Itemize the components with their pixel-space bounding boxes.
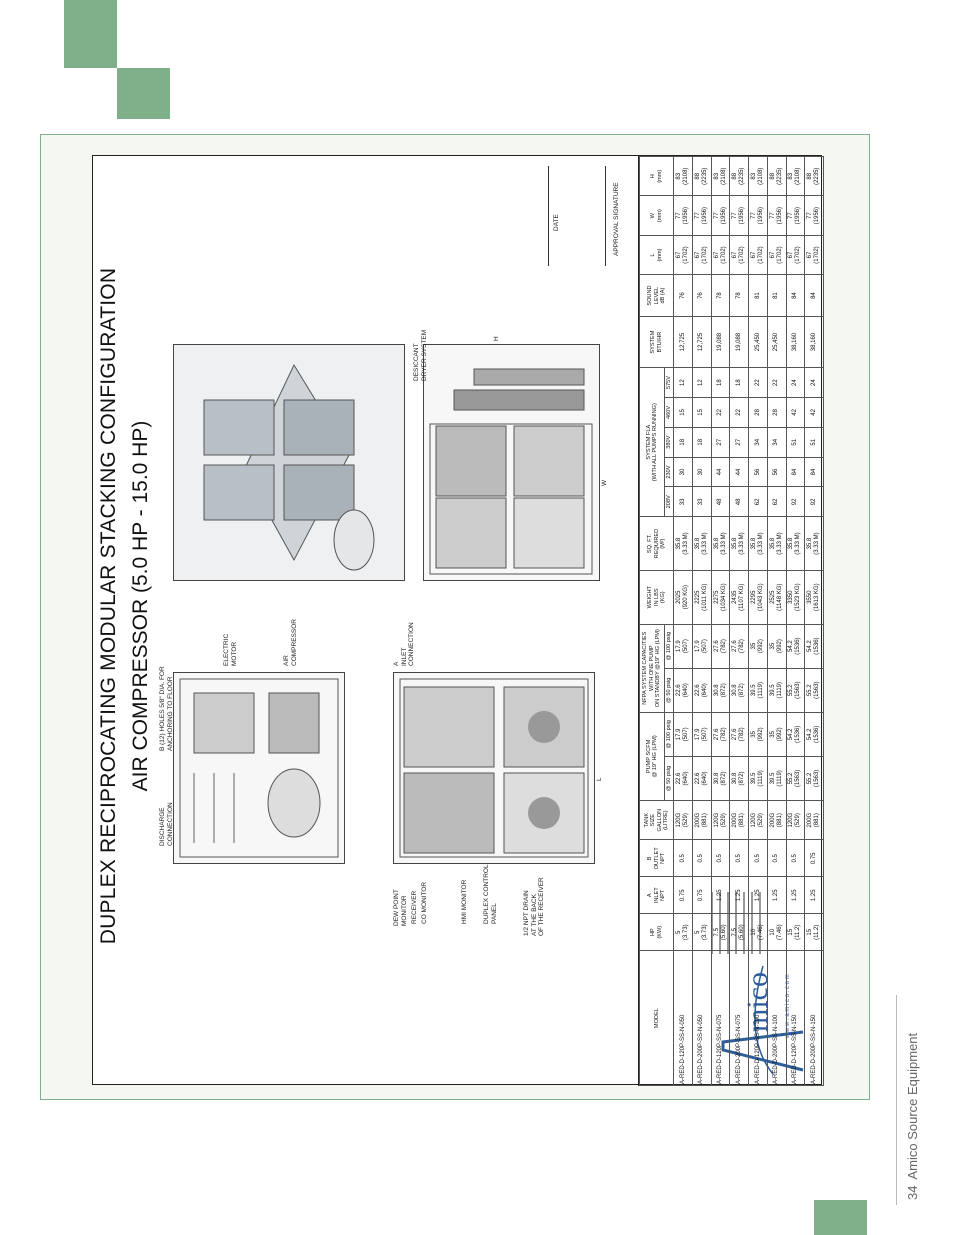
cell-l: 67 (1702)	[711, 235, 730, 274]
cell-btu: 19,088	[730, 316, 749, 367]
callout-receiver: RECEIVER	[411, 890, 418, 924]
cell-hp: 15 (11.2)	[786, 914, 805, 951]
cell-btu: 38,160	[786, 316, 805, 367]
cell-p100: 27.6 (782)	[730, 712, 749, 756]
cell-model: A-RED-D-200P-SS-N-075	[730, 951, 749, 1086]
callout-discharge: DISCHARGE CONNECTION	[159, 802, 174, 846]
cell-v460: 22	[730, 398, 749, 428]
accent-square-bottom-right	[814, 1200, 867, 1235]
cell-v575: 24	[786, 368, 805, 398]
cell-tank: 120G (529)	[786, 801, 805, 840]
cell-sqft: 35.8 (3.33 M)	[749, 517, 768, 571]
th-nfpa: NFPA SYSTEM CAPACITIES WITH ONE PUMP ON STANDBY @19" HG (LPM)	[640, 624, 665, 712]
table-row	[749, 157, 768, 1086]
cell-h: 88 (2235)	[693, 157, 712, 197]
cell-p50: 22.6 (640)	[693, 756, 712, 800]
th-pump-50: @ 50 psig	[665, 756, 674, 800]
cell-v575: 12	[693, 368, 712, 398]
cell-p100: 17.9 (507)	[693, 712, 712, 756]
cell-sound: 81	[767, 275, 786, 317]
cell-v230: 56	[749, 457, 768, 487]
cell-outlet: 0.5	[767, 840, 786, 877]
front-view-drawing	[393, 672, 595, 864]
cell-v208: 92	[805, 487, 824, 517]
logo-url: w w w . a m i c o . c o m	[785, 974, 791, 1038]
cell-model: A-RED-D-200P-SS-N-050	[693, 951, 712, 1086]
cell-v460: 28	[749, 398, 768, 428]
cell-v575: 22	[749, 368, 768, 398]
isometric-render	[173, 344, 405, 581]
cell-hp: 5 (3.73)	[674, 914, 693, 951]
cell-p100: 35 (992)	[749, 712, 768, 756]
cell-n50: 39.5 (1119)	[767, 668, 786, 712]
cell-sqft: 35.8 (3.33 M)	[786, 517, 805, 571]
cell-l: 67 (1702)	[786, 235, 805, 274]
cell-inlet: 1.25	[786, 877, 805, 914]
callout-holes: B (12) HOLES 5/8" DIA. FOR ANCHORING TO FLOOR	[159, 666, 174, 751]
th-230v: 230V	[665, 457, 674, 487]
cell-p50: 55.2 (1563)	[805, 756, 824, 800]
cell-v208: 33	[674, 487, 693, 517]
cell-sound: 78	[711, 275, 730, 317]
cell-l: 67 (1702)	[805, 235, 824, 274]
cell-h: 83 (2108)	[711, 157, 730, 197]
cell-inlet: 1.25	[767, 877, 786, 914]
cell-h: 83 (2108)	[674, 157, 693, 197]
cell-v230: 84	[805, 457, 824, 487]
cell-w: 77 (1956)	[674, 196, 693, 235]
callout-dew-point: DEW POINT MONITOR	[393, 889, 408, 926]
cell-v575: 22	[767, 368, 786, 398]
cell-p100: 17.9 (507)	[674, 712, 693, 756]
cell-model: A-RED-D-120P-SS-N-150	[786, 951, 805, 1086]
cell-sound: 76	[674, 275, 693, 317]
table-row	[674, 157, 693, 1086]
cell-weight: 3550 (1613 KG)	[805, 570, 824, 624]
cell-btu: 12,725	[693, 316, 712, 367]
cell-outlet: 0.5	[674, 840, 693, 877]
cell-v230: 30	[693, 457, 712, 487]
cell-v208: 33	[693, 487, 712, 517]
cell-weight: 2225 (1011 KG)	[693, 570, 712, 624]
table-row	[767, 157, 786, 1086]
spec-table	[639, 156, 824, 1086]
cell-sound: 84	[805, 275, 824, 317]
cell-model: A-RED-D-120P-SS-N-050	[674, 951, 693, 1086]
cell-n100: 35 (992)	[767, 624, 786, 668]
cell-sqft: 35.8 (3.33 M)	[767, 517, 786, 571]
cell-n50: 55.2 (1563)	[786, 668, 805, 712]
cell-v380: 51	[786, 427, 805, 457]
th-nfpa-100: @ 100 psig	[665, 624, 674, 668]
cell-h: 88 (2235)	[730, 157, 749, 197]
cell-w: 77 (1956)	[693, 196, 712, 235]
cell-sound: 84	[786, 275, 805, 317]
cell-outlet: 0.5	[693, 840, 712, 877]
cell-outlet: 0.5	[786, 840, 805, 877]
table-row	[786, 157, 805, 1086]
cell-v460: 42	[805, 398, 824, 428]
cell-v208: 92	[786, 487, 805, 517]
th-weight: WEIGHT IN LBS (KG)	[640, 570, 674, 624]
cell-weight: 3350 (1523 KG)	[786, 570, 805, 624]
cell-l: 67 (1702)	[693, 235, 712, 274]
th-575v: 575V	[665, 368, 674, 398]
cell-hp: 7.5 (5.60)	[730, 914, 749, 951]
cell-n50: 22.6 (640)	[693, 668, 712, 712]
cell-v575: 18	[711, 368, 730, 398]
callout-desiccant: DESICCANT DRYER SYSTEM	[413, 329, 428, 381]
cell-v460: 15	[674, 398, 693, 428]
th-l: L (mm)	[640, 235, 674, 274]
rotated-sheet-content	[93, 156, 823, 1086]
th-hp: HP (KW)	[640, 914, 674, 951]
callout-hmi-monitor: HMI MONITOR	[461, 879, 468, 924]
cell-w: 77 (1956)	[749, 196, 768, 235]
th-208v: 208V	[665, 487, 674, 517]
cell-inlet: 1.25	[749, 877, 768, 914]
th-nfpa-50: @ 50 psig	[665, 668, 674, 712]
cell-model: A-RED-D-200P-SS-N-100	[767, 951, 786, 1086]
page-title-line1: DUPLEX RECIPROCATING MODULAR STACKING CONFIGURATION	[97, 267, 120, 945]
cell-h: 83 (2108)	[786, 157, 805, 197]
callout-inlet: A INLET CONNECTION	[393, 622, 415, 666]
cell-model: A-RED-D-200P-SS-N-150	[805, 951, 824, 1086]
cell-h: 88 (2235)	[767, 157, 786, 197]
cell-l: 67 (1702)	[749, 235, 768, 274]
cell-w: 77 (1956)	[786, 196, 805, 235]
cell-btu: 12,725	[674, 316, 693, 367]
footer-section: Amico Source Equipment	[905, 1032, 920, 1180]
cell-n100: 27.6 (782)	[711, 624, 730, 668]
cell-v208: 48	[730, 487, 749, 517]
page-number: 34	[905, 1185, 920, 1200]
footer-divider	[896, 995, 897, 1205]
callout-electric-motor: ELECTRIC MOTOR	[223, 633, 238, 666]
th-w: W (mm)	[640, 196, 674, 235]
footer-text	[905, 1033, 920, 1200]
th-pump-100: @ 100 psig	[665, 712, 674, 756]
cell-n50: 55.2 (1563)	[805, 668, 824, 712]
cell-inlet: 1.25	[730, 877, 749, 914]
table-header-row	[640, 157, 665, 1086]
cell-outlet: 0.5	[711, 840, 730, 877]
cell-n50: 22.6 (640)	[674, 668, 693, 712]
cell-outlet: 0.5	[749, 840, 768, 877]
cell-inlet: 1.25	[805, 877, 824, 914]
cell-weight: 2025 (920 KG)	[674, 570, 693, 624]
table-row	[805, 157, 824, 1086]
cell-v575: 24	[805, 368, 824, 398]
cell-l: 67 (1702)	[674, 235, 693, 274]
accent-square-second	[117, 68, 170, 119]
cell-v575: 12	[674, 368, 693, 398]
logo-brand: mico	[741, 972, 774, 1032]
cell-p100: 54.2 (1536)	[786, 712, 805, 756]
accent-square-top-left	[64, 0, 117, 68]
cell-h: 88 (2235)	[805, 157, 824, 197]
cell-w: 77 (1956)	[730, 196, 749, 235]
cell-n100: 35 (992)	[749, 624, 768, 668]
cell-btu: 25,450	[749, 316, 768, 367]
cell-l: 67 (1702)	[767, 235, 786, 274]
cell-p50: 55.2 (1563)	[786, 756, 805, 800]
cell-n100: 27.6 (782)	[730, 624, 749, 668]
approval-line	[605, 166, 606, 266]
cell-p100: 54.2 (1536)	[805, 712, 824, 756]
cell-weight: 2525 (1148 KG)	[767, 570, 786, 624]
cell-v460: 28	[767, 398, 786, 428]
cell-sqft: 35.8 (3.33 M)	[693, 517, 712, 571]
table-row	[711, 157, 730, 1086]
th-pump: PUMP SCFM @ 19" HG (LPM)	[640, 712, 665, 800]
cell-p50: 39.5 (1119)	[767, 756, 786, 800]
cell-v575: 18	[730, 368, 749, 398]
cell-n100: 17.9 (507)	[693, 624, 712, 668]
cell-v380: 18	[674, 427, 693, 457]
cell-inlet: 0.75	[693, 877, 712, 914]
cell-v460: 15	[693, 398, 712, 428]
spec-sheet	[92, 155, 822, 1085]
cell-l: 67 (1702)	[730, 235, 749, 274]
cell-tank: 120G (529)	[749, 801, 768, 840]
top-view-drawing	[173, 672, 345, 864]
cell-btu: 25,450	[767, 316, 786, 367]
date-label: DATE	[553, 214, 560, 231]
callout-npt-drain: 1/2 NPT DRAIN AT THE BACK OF THE RECEIVER	[523, 877, 545, 936]
cell-btu: 19,088	[711, 316, 730, 367]
cell-tank: 120G (529)	[711, 801, 730, 840]
cell-n100: 17.9 (507)	[674, 624, 693, 668]
th-fla: SYSTEM FLA (WITH ALL PUMPS RUNNING)	[640, 368, 665, 517]
table-row	[730, 157, 749, 1086]
cell-n50: 39.5 (1119)	[749, 668, 768, 712]
cell-weight: 2275 (1034 KG)	[711, 570, 730, 624]
cell-hp: 10 (7.46)	[767, 914, 786, 951]
cell-btu: 38,160	[805, 316, 824, 367]
cell-v230: 84	[786, 457, 805, 487]
cell-w: 77 (1956)	[711, 196, 730, 235]
cell-p100: 35 (992)	[767, 712, 786, 756]
cell-weight: 2435 (1107 KG)	[730, 570, 749, 624]
cell-v460: 22	[711, 398, 730, 428]
cell-w: 77 (1956)	[805, 196, 824, 235]
th-460v: 460V	[665, 398, 674, 428]
spec-table-container	[638, 156, 824, 1086]
cell-v380: 34	[767, 427, 786, 457]
cell-model: A-RED-D-120P-SS-N-075	[711, 951, 730, 1086]
cell-p50: 30.8 (872)	[711, 756, 730, 800]
cell-hp: 10 (7.46)	[749, 914, 768, 951]
cell-sqft: 35.8 (3.33 M)	[730, 517, 749, 571]
th-h: H (mm)	[640, 157, 674, 197]
cell-sound: 76	[693, 275, 712, 317]
cell-tank: 120G (529)	[674, 801, 693, 840]
cell-p100: 27.6 (782)	[711, 712, 730, 756]
th-inlet: A INLET NPT	[640, 877, 674, 914]
date-line	[548, 166, 549, 266]
cell-hp: 7.5 (5.60)	[711, 914, 730, 951]
cell-sqft: 35.8 (3.33 M)	[674, 517, 693, 571]
cell-outlet: 0.75	[805, 840, 824, 877]
cell-n50: 30.8 (872)	[711, 668, 730, 712]
cell-tank: 200G (881)	[730, 801, 749, 840]
cell-v230: 44	[730, 457, 749, 487]
page-title-line2: AIR COMPRESSOR (5.0 HP - 15.0 HP)	[129, 420, 152, 792]
cell-p50: 30.8 (872)	[730, 756, 749, 800]
cell-v230: 44	[711, 457, 730, 487]
side-view-drawing	[423, 344, 600, 581]
dim-l-label: L	[596, 777, 603, 781]
cell-v460: 42	[786, 398, 805, 428]
th-sqft: SQ. FT. REQUIRED (M²)	[640, 517, 674, 571]
cell-outlet: 0.5	[730, 840, 749, 877]
callout-air-compressor: AIR COMPRESSOR	[283, 619, 298, 666]
cell-inlet: 0.75	[674, 877, 693, 914]
dim-w-label: W	[601, 479, 608, 486]
cell-v230: 30	[674, 457, 693, 487]
cell-hp: 5 (3.73)	[693, 914, 712, 951]
th-model: MODEL	[640, 951, 674, 1086]
cell-inlet: 1.25	[711, 877, 730, 914]
th-sound: SOUND LEVEL dB (A)	[640, 275, 674, 317]
cell-hp: 15 (11.2)	[805, 914, 824, 951]
cell-n100: 54.2 (1536)	[786, 624, 805, 668]
cell-sqft: 35.8 (3.33 M)	[711, 517, 730, 571]
cell-h: 83 (2108)	[749, 157, 768, 197]
cell-v208: 48	[711, 487, 730, 517]
th-outlet: B OUTLET NPT	[640, 840, 674, 877]
cell-w: 77 (1956)	[767, 196, 786, 235]
cell-sqft: 35.8 (3.33 M)	[805, 517, 824, 571]
cell-v380: 27	[730, 427, 749, 457]
cell-v230: 56	[767, 457, 786, 487]
cell-v380: 34	[749, 427, 768, 457]
cell-v380: 27	[711, 427, 730, 457]
dim-h-label: H	[493, 336, 500, 341]
approval-label: APPROVAL SIGNATURE	[613, 182, 620, 256]
cell-n50: 30.8 (872)	[730, 668, 749, 712]
cell-weight: 2295 (1043 KG)	[749, 570, 768, 624]
th-380v: 380V	[665, 427, 674, 457]
cell-p50: 39.5 (1119)	[749, 756, 768, 800]
cell-v380: 51	[805, 427, 824, 457]
callout-co-monitor: CO MONITOR	[421, 881, 428, 924]
cell-sound: 81	[749, 275, 768, 317]
cell-v380: 18	[693, 427, 712, 457]
table-row	[693, 157, 712, 1086]
cell-v208: 62	[749, 487, 768, 517]
th-btu: SYSTEM BTU/HR	[640, 316, 674, 367]
callout-duplex-panel: DUPLEX CONTROL PANEL	[483, 864, 498, 924]
cell-v208: 62	[767, 487, 786, 517]
cell-n100: 54.2 (1536)	[805, 624, 824, 668]
cell-p50: 22.6 (640)	[674, 756, 693, 800]
cell-sound: 78	[730, 275, 749, 317]
cell-tank: 200G (881)	[805, 801, 824, 840]
cell-tank: 200G (881)	[693, 801, 712, 840]
cell-tank: 200G (881)	[767, 801, 786, 840]
cell-model: A-RED-D-120P-SS-N-100	[749, 951, 768, 1086]
th-tank: TANK SIZE GALLON (LITRE)	[640, 801, 674, 840]
